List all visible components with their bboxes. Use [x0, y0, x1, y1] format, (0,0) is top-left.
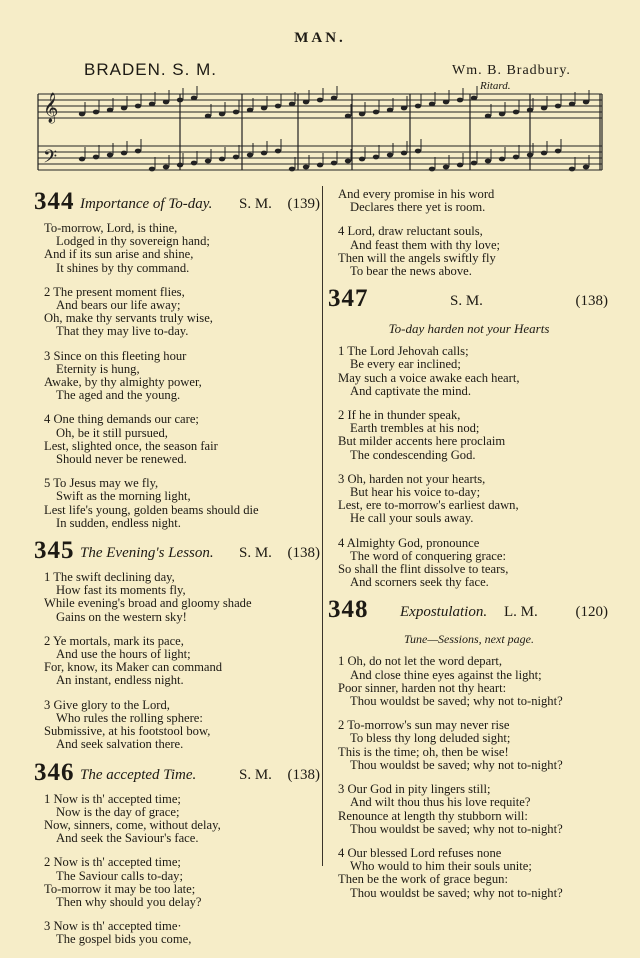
verse-line: And every promise in his word	[338, 187, 495, 201]
hymn-346-stanzas	[34, 793, 322, 947]
verse-line: 3 Oh, harden not your hearts,	[338, 471, 486, 486]
stanza	[44, 222, 322, 275]
stanza	[338, 655, 610, 708]
hymn-subtitle: To-day harden not your Hearts	[388, 321, 550, 337]
tune-name: BRADEN. S. M.	[84, 60, 217, 79]
hymn-tune-ref: (138)	[287, 545, 320, 562]
hymn-number: 348	[328, 596, 369, 624]
verse-line: To bless thy long deluded sight;	[350, 731, 511, 746]
stanza	[44, 699, 322, 752]
verse-line: And close thine eyes against the light;	[350, 667, 542, 682]
hymn-meter: S. M.	[239, 196, 272, 212]
verse-line: This is the time; oh, then be wise!	[338, 744, 509, 759]
verse-line: Thou wouldst be saved; why not to-night?	[350, 694, 563, 709]
verse-line: Who rules the rolling sphere:	[56, 710, 203, 725]
composer-name: Wm. B. Bradbury.	[452, 63, 571, 78]
verse-line: Now, sinners, come, without delay,	[44, 817, 221, 832]
verse-line: May such a voice awake each heart,	[338, 370, 520, 385]
stanza	[338, 719, 610, 772]
verse-line: 4 One thing demands our care;	[44, 412, 199, 427]
verse-line: Declares there yet is room.	[350, 200, 486, 215]
stanza	[338, 473, 610, 526]
hymn-346-continued	[328, 188, 610, 278]
stanza	[338, 345, 610, 398]
hymn-345-stanzas	[34, 571, 322, 751]
hymn-meter: S. M.	[239, 766, 272, 783]
verse-line: 2 Ye mortals, mark its pace,	[44, 633, 184, 648]
stanza	[338, 537, 610, 590]
verse-line: 2 Now is th' accepted time;	[44, 855, 181, 870]
verse-line: 3 Now is th' accepted time·	[44, 919, 182, 934]
page-heading: MAN.	[294, 30, 346, 46]
verse-line: Who would to him their souls unite;	[350, 859, 532, 874]
verse-line: That they may live to-day.	[56, 324, 189, 339]
verse-line: Oh, be it still pursued,	[56, 425, 168, 440]
stanza	[44, 413, 322, 466]
hymn-344-header	[34, 188, 322, 222]
verse-line: Swift as the morning light,	[56, 489, 191, 504]
music-notation	[34, 86, 606, 176]
verse-line: Thou wouldst be saved; why not to-night?	[350, 757, 563, 772]
verse-line: Thou wouldst be saved; why not to-night?	[350, 885, 563, 900]
stanza	[44, 286, 322, 339]
stanza	[338, 783, 610, 836]
verse-line: How fast its moments fly,	[56, 583, 186, 598]
hymn-title: The Evening's Lesson.	[80, 545, 214, 562]
verse-line: Renounce at length thy stubborn will:	[338, 808, 528, 823]
verse-line: 1 The Lord Jehovah calls;	[338, 344, 469, 359]
hymn-tune-ref: (138)	[287, 766, 320, 783]
verse-line: 1 The swift declining day,	[44, 570, 175, 585]
right-column	[328, 188, 610, 911]
verse-line: It shines by thy command.	[56, 260, 190, 275]
verse-line: Earth trembles at his nod;	[350, 421, 480, 436]
hymn-number: 347	[328, 285, 369, 313]
verse-line: 2 If he in thunder speak,	[338, 408, 461, 423]
left-column	[34, 188, 322, 958]
hymn-tune-ref: (139)	[287, 196, 320, 212]
stanza	[338, 225, 610, 278]
hymn-348-stanzas	[328, 655, 610, 899]
verse-line: And feast them with thy love;	[350, 237, 501, 252]
hymn-number: 346	[34, 758, 75, 786]
verse-line: Should never be renewed.	[56, 452, 187, 467]
verse-line: And bears our life away;	[56, 298, 181, 313]
verse-line: While evening's broad and gloomy shade	[44, 596, 252, 611]
verse-line: 1 Oh, do not let the word depart,	[338, 654, 503, 669]
hymn-title: Expostulation.	[400, 604, 488, 621]
hymn-347-stanzas	[328, 345, 610, 589]
verse-line: But hear his voice to-day;	[350, 485, 481, 500]
verse-line: The word of conquering grace:	[350, 548, 506, 563]
verse-line: 3 Since on this fleeting hour	[44, 348, 187, 363]
verse-line: The condescending God.	[350, 447, 476, 462]
hymn-346-header	[34, 758, 322, 793]
hymn-344-stanzas	[34, 222, 322, 530]
hymn-tune-ref: (138)	[575, 293, 608, 310]
verse-line: He call your souls away.	[350, 511, 474, 526]
hymn-meter: S. M.	[450, 293, 483, 310]
verse-line: 4 Our blessed Lord refuses none	[338, 845, 502, 860]
svg-text:𝄞: 𝄞	[43, 93, 59, 122]
verse-line: To-morrow, Lord, is thine,	[44, 221, 178, 235]
verse-line: And use the hours of light;	[56, 647, 191, 662]
verse-line: Lest life's young, golden beams should die	[44, 502, 259, 517]
verse-line: Poor sinner, harden not thy heart:	[338, 680, 507, 695]
verse-line: The Saviour calls to-day;	[56, 868, 183, 883]
hymn-345-header	[34, 537, 322, 571]
hymn-tune-ref: (120)	[575, 604, 608, 621]
verse-line: And seek salvation there.	[56, 737, 184, 752]
verse-line: Gains on the western sky!	[56, 609, 187, 624]
hymn-title: The accepted Time.	[80, 766, 197, 783]
hymn-meter: S. M.	[239, 545, 272, 562]
verse-line: 1 Now is th' accepted time;	[44, 791, 181, 806]
hymn-number: 344	[34, 188, 75, 215]
stanza	[338, 188, 610, 214]
hymn-348-header	[328, 596, 610, 630]
verse-line: Then be the work of grace begun:	[338, 872, 508, 887]
verse-line: Then will the angels swiftly fly	[338, 250, 496, 265]
verse-line: Lest, slighted once, the season fair	[44, 438, 218, 453]
verse-line: But milder accents here proclaim	[338, 434, 506, 449]
hymn-tune-line: Tune—Sessions, next page.	[404, 632, 534, 647]
verse-line: Eternity is hung,	[56, 361, 140, 376]
hymn-meter: L. M.	[504, 604, 538, 621]
verse-line: Then why should you delay?	[56, 894, 202, 909]
verse-line: 2 To-morrow's sun may never rise	[338, 718, 510, 733]
hymn-number: 345	[34, 537, 75, 565]
stanza	[44, 477, 322, 530]
verse-line: In sudden, endless night.	[56, 515, 181, 530]
ritard-marking: Ritard.	[480, 80, 511, 92]
verse-line: And captivate the mind.	[350, 383, 472, 398]
verse-line: Lodged in thy sovereign hand;	[56, 234, 210, 249]
verse-line: Awake, by thy almighty power,	[44, 375, 202, 390]
stanza	[338, 409, 610, 462]
verse-line: And if its sun arise and shine,	[44, 247, 194, 262]
verse-line: The gospel bids you come,	[56, 932, 192, 947]
verse-line: Now is the day of grace;	[56, 804, 180, 819]
verse-line: Be every ear inclined;	[350, 357, 461, 372]
verse-line: 4 Lord, draw reluctant souls,	[338, 224, 483, 239]
verse-line: And seek the Saviour's face.	[56, 831, 199, 846]
verse-line: And scorners seek thy face.	[350, 575, 489, 590]
verse-line: So shall the flint dissolve to tears,	[338, 562, 509, 577]
verse-line: 3 Our God in pity lingers still;	[338, 782, 491, 797]
verse-line: Thou wouldst be saved; why not to-night?	[350, 821, 563, 836]
stanza	[44, 793, 322, 846]
column-divider	[322, 186, 323, 866]
verse-line: 2 The present moment flies,	[44, 284, 185, 299]
hymn-title: Importance of To-day.	[80, 196, 213, 212]
verse-line: Lest, ere to-morrow's earliest dawn,	[338, 498, 519, 513]
stanza	[44, 350, 322, 403]
verse-line: 4 Almighty God, pronounce	[338, 535, 480, 550]
svg-text:𝄢: 𝄢	[43, 146, 58, 171]
stanza	[44, 856, 322, 909]
verse-line: Oh, make thy servants truly wise,	[44, 311, 213, 326]
stanza	[44, 635, 322, 688]
stanza	[338, 847, 610, 900]
verse-line: And wilt thou thus his love requite?	[350, 795, 531, 810]
stanza	[44, 571, 322, 624]
verse-line: To-morrow it may be too late;	[44, 881, 196, 896]
stanza	[44, 920, 322, 946]
verse-line: 3 Give glory to the Lord,	[44, 697, 170, 712]
verse-line: An instant, endless night.	[56, 673, 184, 688]
hymn-347-header	[328, 285, 610, 319]
verse-line: The aged and the young.	[56, 388, 181, 403]
verse-line: For, know, its Maker can command	[44, 660, 223, 675]
verse-line: Submissive, at his footstool bow,	[44, 724, 211, 739]
verse-line: To bear the news above.	[350, 264, 472, 279]
verse-line: 5 To Jesus may we fly,	[44, 476, 159, 491]
